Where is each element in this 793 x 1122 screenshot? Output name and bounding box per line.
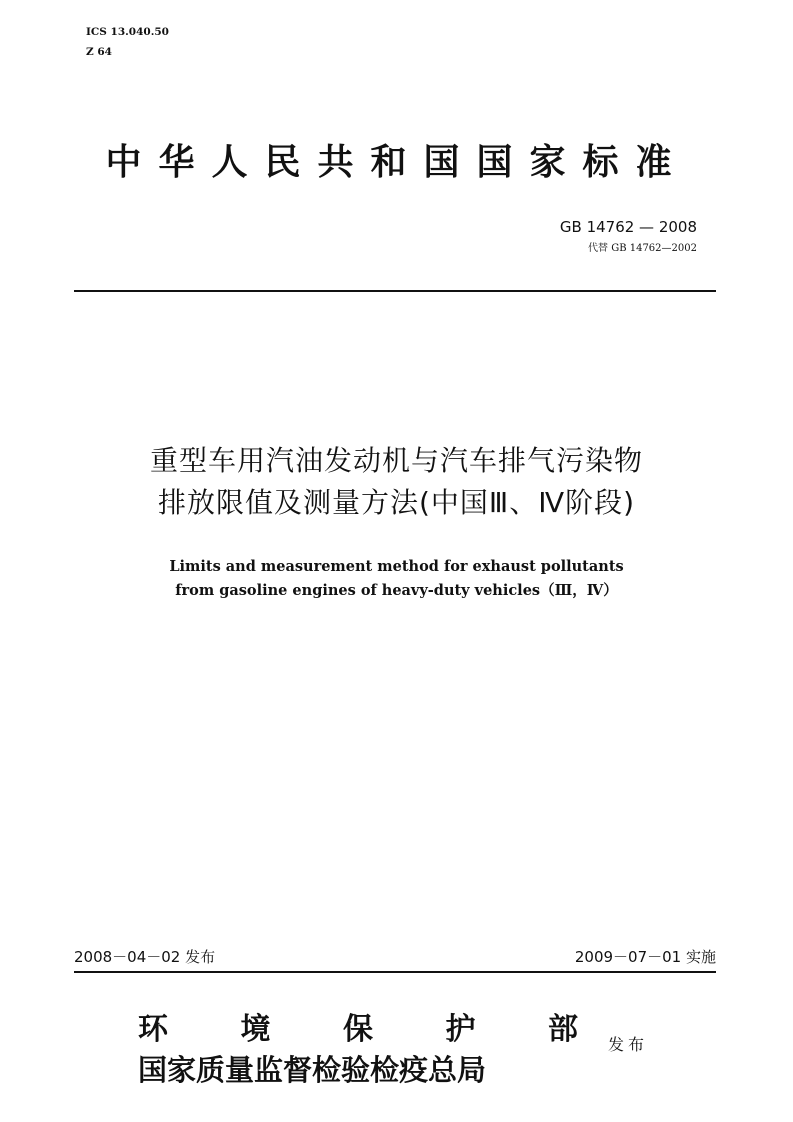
- bottom-divider: [74, 971, 716, 973]
- issuer-char: 护: [445, 1012, 476, 1047]
- title-zh-line-2: 排放限值及测量方法(中国Ⅲ、Ⅳ阶段): [158, 486, 635, 519]
- top-divider: [74, 290, 716, 292]
- issuer-char: 环: [138, 1012, 168, 1047]
- document-title-en: [60, 555, 733, 603]
- title-en-line-2: from gasoline engines of heavy-duty vehicles（Ⅲ，Ⅳ）: [175, 582, 618, 599]
- document-title-zh: [60, 440, 733, 524]
- issuer-char: 保: [343, 1012, 373, 1047]
- standard-title: 中华人民共和国国家标准: [105, 141, 689, 183]
- standard-number: GB 14762 — 2008: [559, 218, 697, 236]
- issuer-ministry: [138, 1012, 578, 1048]
- issue-date: 2008－04－02 发布: [74, 948, 216, 966]
- replaces-note: 代替 GB 14762—2002: [588, 243, 697, 254]
- implementation-date: 2009－07－01 实施: [574, 948, 716, 966]
- ccs-code: Z 64: [86, 46, 112, 58]
- ics-code: ICS 13.040.50: [86, 26, 169, 38]
- issuer-char: 境: [240, 1012, 271, 1047]
- title-en-line-1: Limits and measurement method for exhaust pollutants: [169, 558, 624, 575]
- publish-label: 发布: [608, 1035, 649, 1054]
- issuer-char: 部: [548, 1012, 578, 1047]
- issuer-aqsiq: 国家质量监督检验检疫总局: [138, 1053, 487, 1087]
- title-zh-line-1: 重型车用汽油发动机与汽车排气污染物: [149, 444, 643, 477]
